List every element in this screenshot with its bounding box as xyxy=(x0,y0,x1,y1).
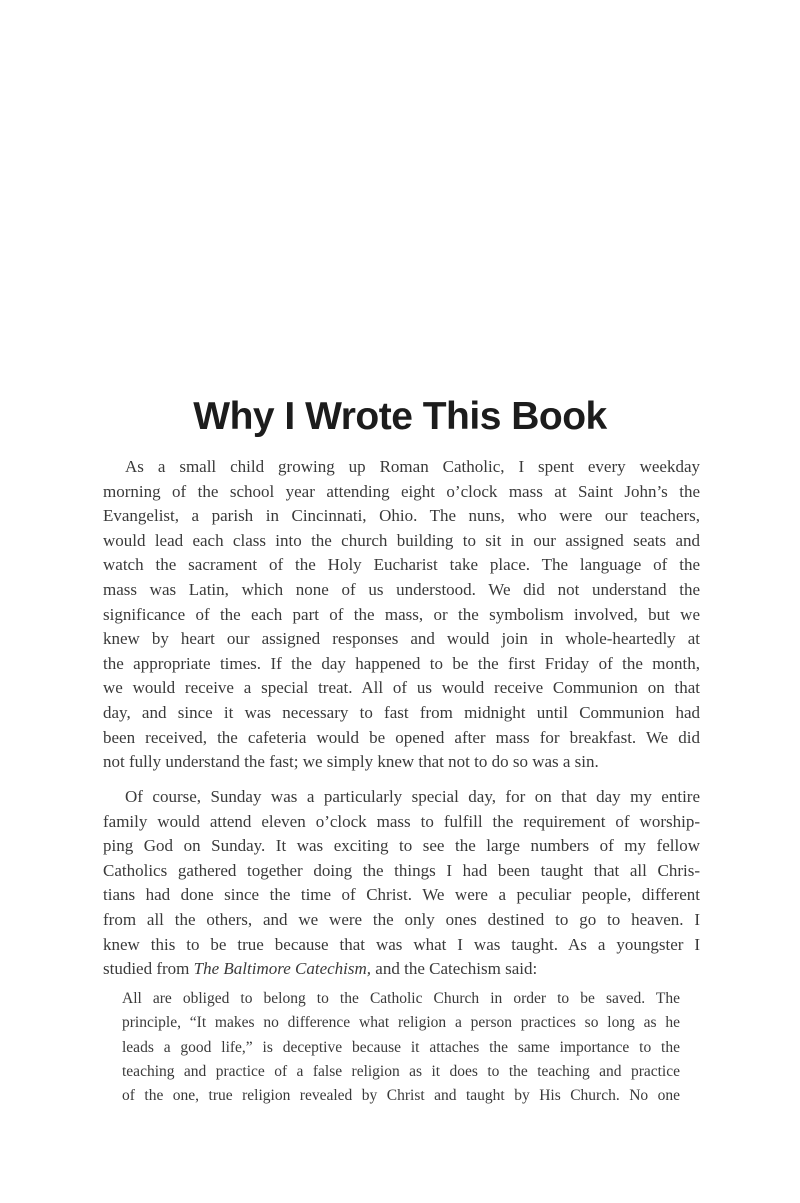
text-line xyxy=(103,957,700,982)
paragraph-1 xyxy=(103,455,700,775)
text-line: As a small child growing up Roman Catholic, I spent every weekday xyxy=(125,457,700,476)
book-title-italic: The Baltimore Catechism, xyxy=(193,959,372,979)
chapter-title: Why I Wrote This Book xyxy=(193,395,607,438)
text-line: we would receive a special treat. All of us would receive Communion on that xyxy=(103,678,700,698)
text-line: leads a good life,” is deceptive because it attaches the same importance to the xyxy=(122,1038,680,1056)
catechism-block-quote xyxy=(122,987,680,1108)
text-line: day, and since it was necessary to fast from midnight until Communion had xyxy=(103,702,700,722)
text-line: teaching and practice of a false religion as it does to the teaching and practice xyxy=(122,1062,680,1080)
text-segment: and the Catechism said: xyxy=(371,959,538,979)
text-line: from all the others, and we were the only ones destined to go to heaven. I xyxy=(103,909,700,929)
text-line: the appropriate times. If the day happened to be the first Friday of the month, xyxy=(103,653,700,673)
text-line: All are obliged to belong to the Catholic Church in order to be saved. The xyxy=(122,990,680,1007)
text-line: been received, the cafeteria would be opened after mass for breakfast. We did xyxy=(103,727,700,747)
paragraph-2 xyxy=(103,785,700,982)
text-line: significance of the each part of the mass, or the symbolism involved, but we xyxy=(103,604,700,624)
text-segment: studied from xyxy=(103,959,194,979)
text-line: tians had done since the time of Christ. We were a peculiar people, different xyxy=(103,885,700,905)
text-line: of the one, true religion revealed by Christ and taught by His Church. No one xyxy=(122,1087,680,1105)
text-line: would lead each class into the church building to sit in our assigned seats and xyxy=(103,530,700,550)
text-line: knew by heart our assigned responses and would join in whole-heartedly at xyxy=(103,629,700,649)
text-line: Evangelist, a parish in Cincinnati, Ohio. The nuns, who were our teachers, xyxy=(103,506,700,526)
text-line: principle, “It makes no difference what religion a person practices so long as he xyxy=(122,1014,680,1032)
text-line: Of course, Sunday was a particularly special day, for on that day my entire xyxy=(125,787,700,806)
text-line: Catholics gathered together doing the things I had been taught that all Chris- xyxy=(103,860,700,880)
text-line: mass was Latin, which none of us understood. We did not understand the xyxy=(103,579,700,599)
text-line: ping God on Sunday. It was exciting to see the large numbers of my fellow xyxy=(103,836,700,856)
text-line: not fully understand the fast; we simply knew that not to do so was a sin. xyxy=(103,752,599,772)
text-line: watch the sacrament of the Holy Eucharist take place. The language of the xyxy=(103,555,700,575)
text-line: knew this to be true because that was what I was taught. As a youngster I xyxy=(103,934,700,954)
text-line: morning of the school year attending eight o’clock mass at Saint John’s the xyxy=(103,481,700,501)
text-line: family would attend eleven o’clock mass to fulfill the requirement of worship- xyxy=(103,811,700,831)
